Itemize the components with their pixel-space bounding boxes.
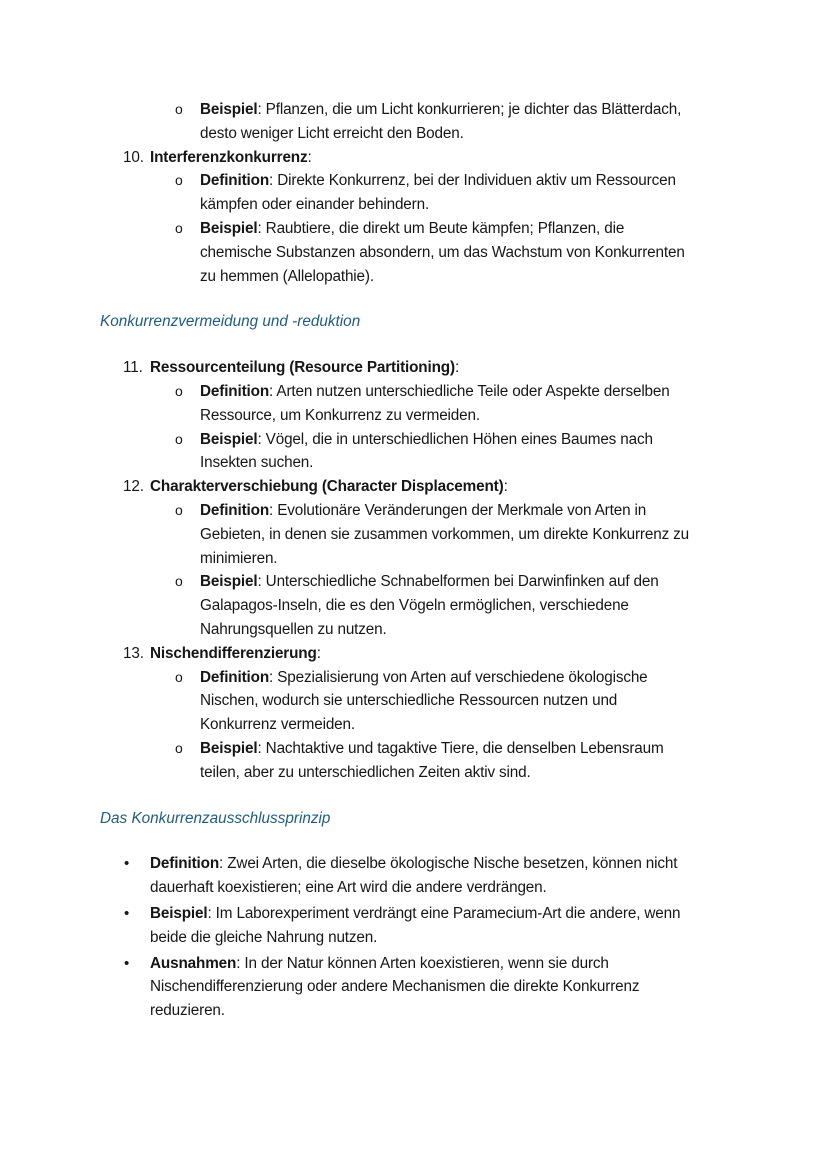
item-text	[200, 570, 659, 594]
text-line	[0, 570, 828, 594]
item-line-text: dauerhaft koexistieren; eine Art wird die andere verdrängen.	[150, 879, 547, 897]
text-line	[0, 926, 828, 950]
text-line	[0, 265, 828, 289]
numbered-item	[0, 475, 828, 499]
item-text	[200, 98, 681, 122]
item-line-text: chemische Substanzen absondern, um das Wachstum von Konkurrenten	[200, 243, 685, 261]
item-label: Beispiel	[200, 739, 258, 757]
bullet-icon: •	[124, 904, 130, 922]
list-number: 13.	[123, 644, 144, 662]
item-line-text: : Nachtaktive und tagaktive Tiere, die denselben Lebensraum	[257, 739, 664, 757]
list-number: 12.	[123, 478, 144, 496]
list-number: 11.	[123, 359, 143, 377]
item-line-text: Insekten suchen.	[200, 454, 314, 472]
item-line-text: :	[503, 478, 508, 496]
text-line	[0, 475, 828, 499]
item-text	[200, 713, 355, 737]
text-line	[0, 689, 828, 713]
item-text	[200, 217, 624, 241]
text-line	[0, 852, 828, 876]
item-label: Beispiel	[200, 430, 258, 448]
text-line	[0, 451, 828, 475]
item-label: Definition	[200, 668, 270, 686]
item-text	[150, 356, 459, 380]
item-line-text: Nischen, wodurch sie unterschiedliche Ressourcen nutzen und	[200, 692, 618, 710]
item-label: Definition	[150, 855, 220, 873]
item-text	[200, 122, 464, 146]
item-label: Nischendifferenzierung	[150, 644, 317, 662]
text-line	[0, 999, 828, 1023]
text-line	[0, 404, 828, 428]
item-line-text: : Direkte Konkurrenz, bei der Individuen aktiv um Ressourcen	[269, 172, 676, 190]
item-label: Ressourcenteilung (Resource Partitioning)	[150, 359, 455, 377]
text-line	[0, 169, 828, 193]
bullet-item	[0, 852, 828, 900]
text-line	[0, 594, 828, 618]
item-line-text: zu hemmen (Allelopathie).	[200, 267, 374, 285]
text-line	[0, 523, 828, 547]
section-heading: Das Konkurrenzausschlussprinzip	[100, 809, 331, 827]
item-text	[150, 999, 225, 1023]
item-line-text: beide die gleiche Nahrung nutzen.	[150, 928, 378, 946]
hollow-bullet-icon: o	[175, 573, 183, 590]
text-line	[0, 547, 828, 571]
hollow-bullet-icon: o	[175, 172, 183, 189]
list-number: 10.	[123, 148, 144, 166]
item-label: Ausnahmen	[150, 954, 237, 972]
item-line-text: kämpfen oder einander behindern.	[200, 196, 430, 214]
item-text	[200, 523, 689, 547]
hollow-bullet-icon: o	[175, 739, 183, 756]
hollow-bullet-icon: o	[175, 101, 183, 117]
text-line	[0, 193, 828, 217]
text-line	[0, 122, 828, 146]
text-line	[0, 618, 828, 642]
item-line-text: Nischendifferenzierung oder andere Mechanismen die direkte Konkurrenz	[150, 978, 640, 996]
text-line	[0, 952, 828, 976]
item-line-text: Nahrungsquellen zu nutzen.	[200, 620, 387, 638]
item-label: Beispiel	[200, 101, 258, 118]
item-text	[150, 876, 547, 900]
sub-list-item	[0, 499, 828, 570]
item-line-text: :	[316, 644, 321, 662]
item-text	[200, 241, 685, 265]
hollow-bullet-icon: o	[175, 430, 183, 447]
sub-list-item	[0, 380, 828, 428]
hollow-bullet-icon: o	[175, 382, 183, 399]
item-line-text: : Arten nutzen unterschiedliche Teile oder Aspekte derselben	[269, 382, 670, 400]
numbered-item	[0, 356, 828, 380]
item-text	[150, 642, 321, 666]
item-text	[200, 265, 374, 289]
item-label: Definition	[200, 172, 270, 190]
sub-list-item	[0, 666, 828, 737]
item-label: Beispiel	[150, 904, 208, 922]
item-line-text: Gebieten, in denen sie zusammen vorkommen, um direkte Konkurrenz zu	[200, 525, 690, 543]
numbered-item	[0, 642, 828, 666]
text-line	[0, 146, 828, 170]
item-line-text: : Zwei Arten, die dieselbe ökologische Nische besetzen, können nicht	[219, 855, 678, 873]
document-page	[0, 98, 828, 1023]
item-text	[200, 761, 531, 785]
item-label: Definition	[200, 382, 270, 400]
item-label: Definition	[200, 501, 270, 519]
item-text	[150, 975, 639, 999]
item-text	[200, 451, 313, 475]
sub-list-item	[0, 428, 828, 476]
item-line-text: :	[454, 359, 460, 377]
text-line	[0, 380, 828, 404]
item-line-text: : Pflanzen, die um Licht konkurrieren; je dichter das Blätterdach,	[257, 101, 682, 118]
item-text	[150, 952, 609, 976]
item-text	[200, 666, 648, 690]
item-text	[150, 475, 508, 499]
item-line-text: teilen, aber zu unterschiedlichen Zeiten aktiv sind.	[200, 763, 531, 781]
text-line	[0, 902, 828, 926]
item-line-text: : In der Natur können Arten koexistieren, wenn sie durch	[236, 954, 609, 972]
item-text	[200, 618, 387, 642]
item-line-text: : Evolutionäre Veränderungen der Merkmale von Arten in	[269, 501, 647, 519]
item-text	[150, 926, 377, 950]
item-label: Interferenzkonkurrenz	[150, 148, 308, 166]
item-line-text: minimieren.	[200, 549, 278, 567]
item-line-text: : Im Laborexperiment verdrängt eine Paramecium-Art die andere, wenn	[207, 904, 681, 922]
item-text	[200, 689, 617, 713]
item-text	[200, 547, 277, 571]
text-line	[0, 876, 828, 900]
section-heading: Konkurrenzvermeidung und -reduktion	[100, 313, 361, 331]
text-line	[0, 666, 828, 690]
item-line-text: :	[307, 148, 312, 166]
item-line-text: : Vögel, die in unterschiedlichen Höhen eines Baumes nach	[257, 430, 653, 448]
text-line	[0, 761, 828, 785]
item-text	[200, 428, 653, 452]
item-label: Beispiel	[200, 219, 258, 237]
bullet-icon: •	[124, 855, 130, 873]
item-text	[200, 737, 664, 761]
item-text	[200, 594, 629, 618]
item-text	[200, 499, 646, 523]
bullet-item	[0, 900, 828, 950]
item-line-text: Konkurrenz vermeiden.	[200, 716, 355, 734]
item-text	[150, 852, 677, 876]
item-line-text: Ressource, um Konkurrenz zu vermeiden.	[200, 406, 480, 424]
numbered-item	[0, 146, 828, 170]
sub-list-item	[0, 169, 828, 217]
text-line	[0, 499, 828, 523]
item-text	[200, 404, 480, 428]
text-line	[0, 642, 828, 666]
bullet-item	[0, 950, 828, 1023]
sub-list-item	[0, 570, 828, 641]
text-line	[0, 217, 828, 241]
item-text	[200, 193, 429, 217]
item-label: Beispiel	[200, 573, 258, 591]
text-line	[0, 98, 828, 122]
item-text	[150, 902, 680, 926]
item-line-text: : Unterschiedliche Schnabelformen bei Darwinfinken auf den	[257, 573, 659, 591]
sub-list-item	[0, 737, 828, 785]
text-line	[0, 713, 828, 737]
sub-list-item	[0, 98, 828, 146]
item-line-text: Galapagos-Inseln, die es den Vögeln ermöglichen, verschiedene	[200, 597, 629, 615]
text-line	[0, 356, 828, 380]
item-line-text: desto weniger Licht erreicht den Boden.	[200, 124, 464, 142]
item-text	[200, 169, 676, 193]
item-text	[200, 380, 670, 404]
text-line	[0, 975, 828, 999]
text-line	[0, 428, 828, 452]
sub-list-item	[0, 217, 828, 288]
hollow-bullet-icon: o	[175, 219, 183, 236]
item-line-text: : Spezialisierung von Arten auf verschiedene ökologische	[269, 668, 648, 686]
item-line-text: : Raubtiere, die direkt um Beute kämpfen; Pflanzen, die	[257, 219, 625, 237]
bullet-icon: •	[124, 954, 130, 972]
hollow-bullet-icon: o	[175, 668, 183, 685]
text-line	[0, 737, 828, 761]
item-label: Charakterverschiebung (Character Displacement)	[150, 478, 504, 496]
item-text	[150, 146, 312, 170]
hollow-bullet-icon: o	[175, 501, 183, 518]
text-line	[0, 241, 828, 265]
item-line-text: reduzieren.	[150, 1002, 225, 1020]
